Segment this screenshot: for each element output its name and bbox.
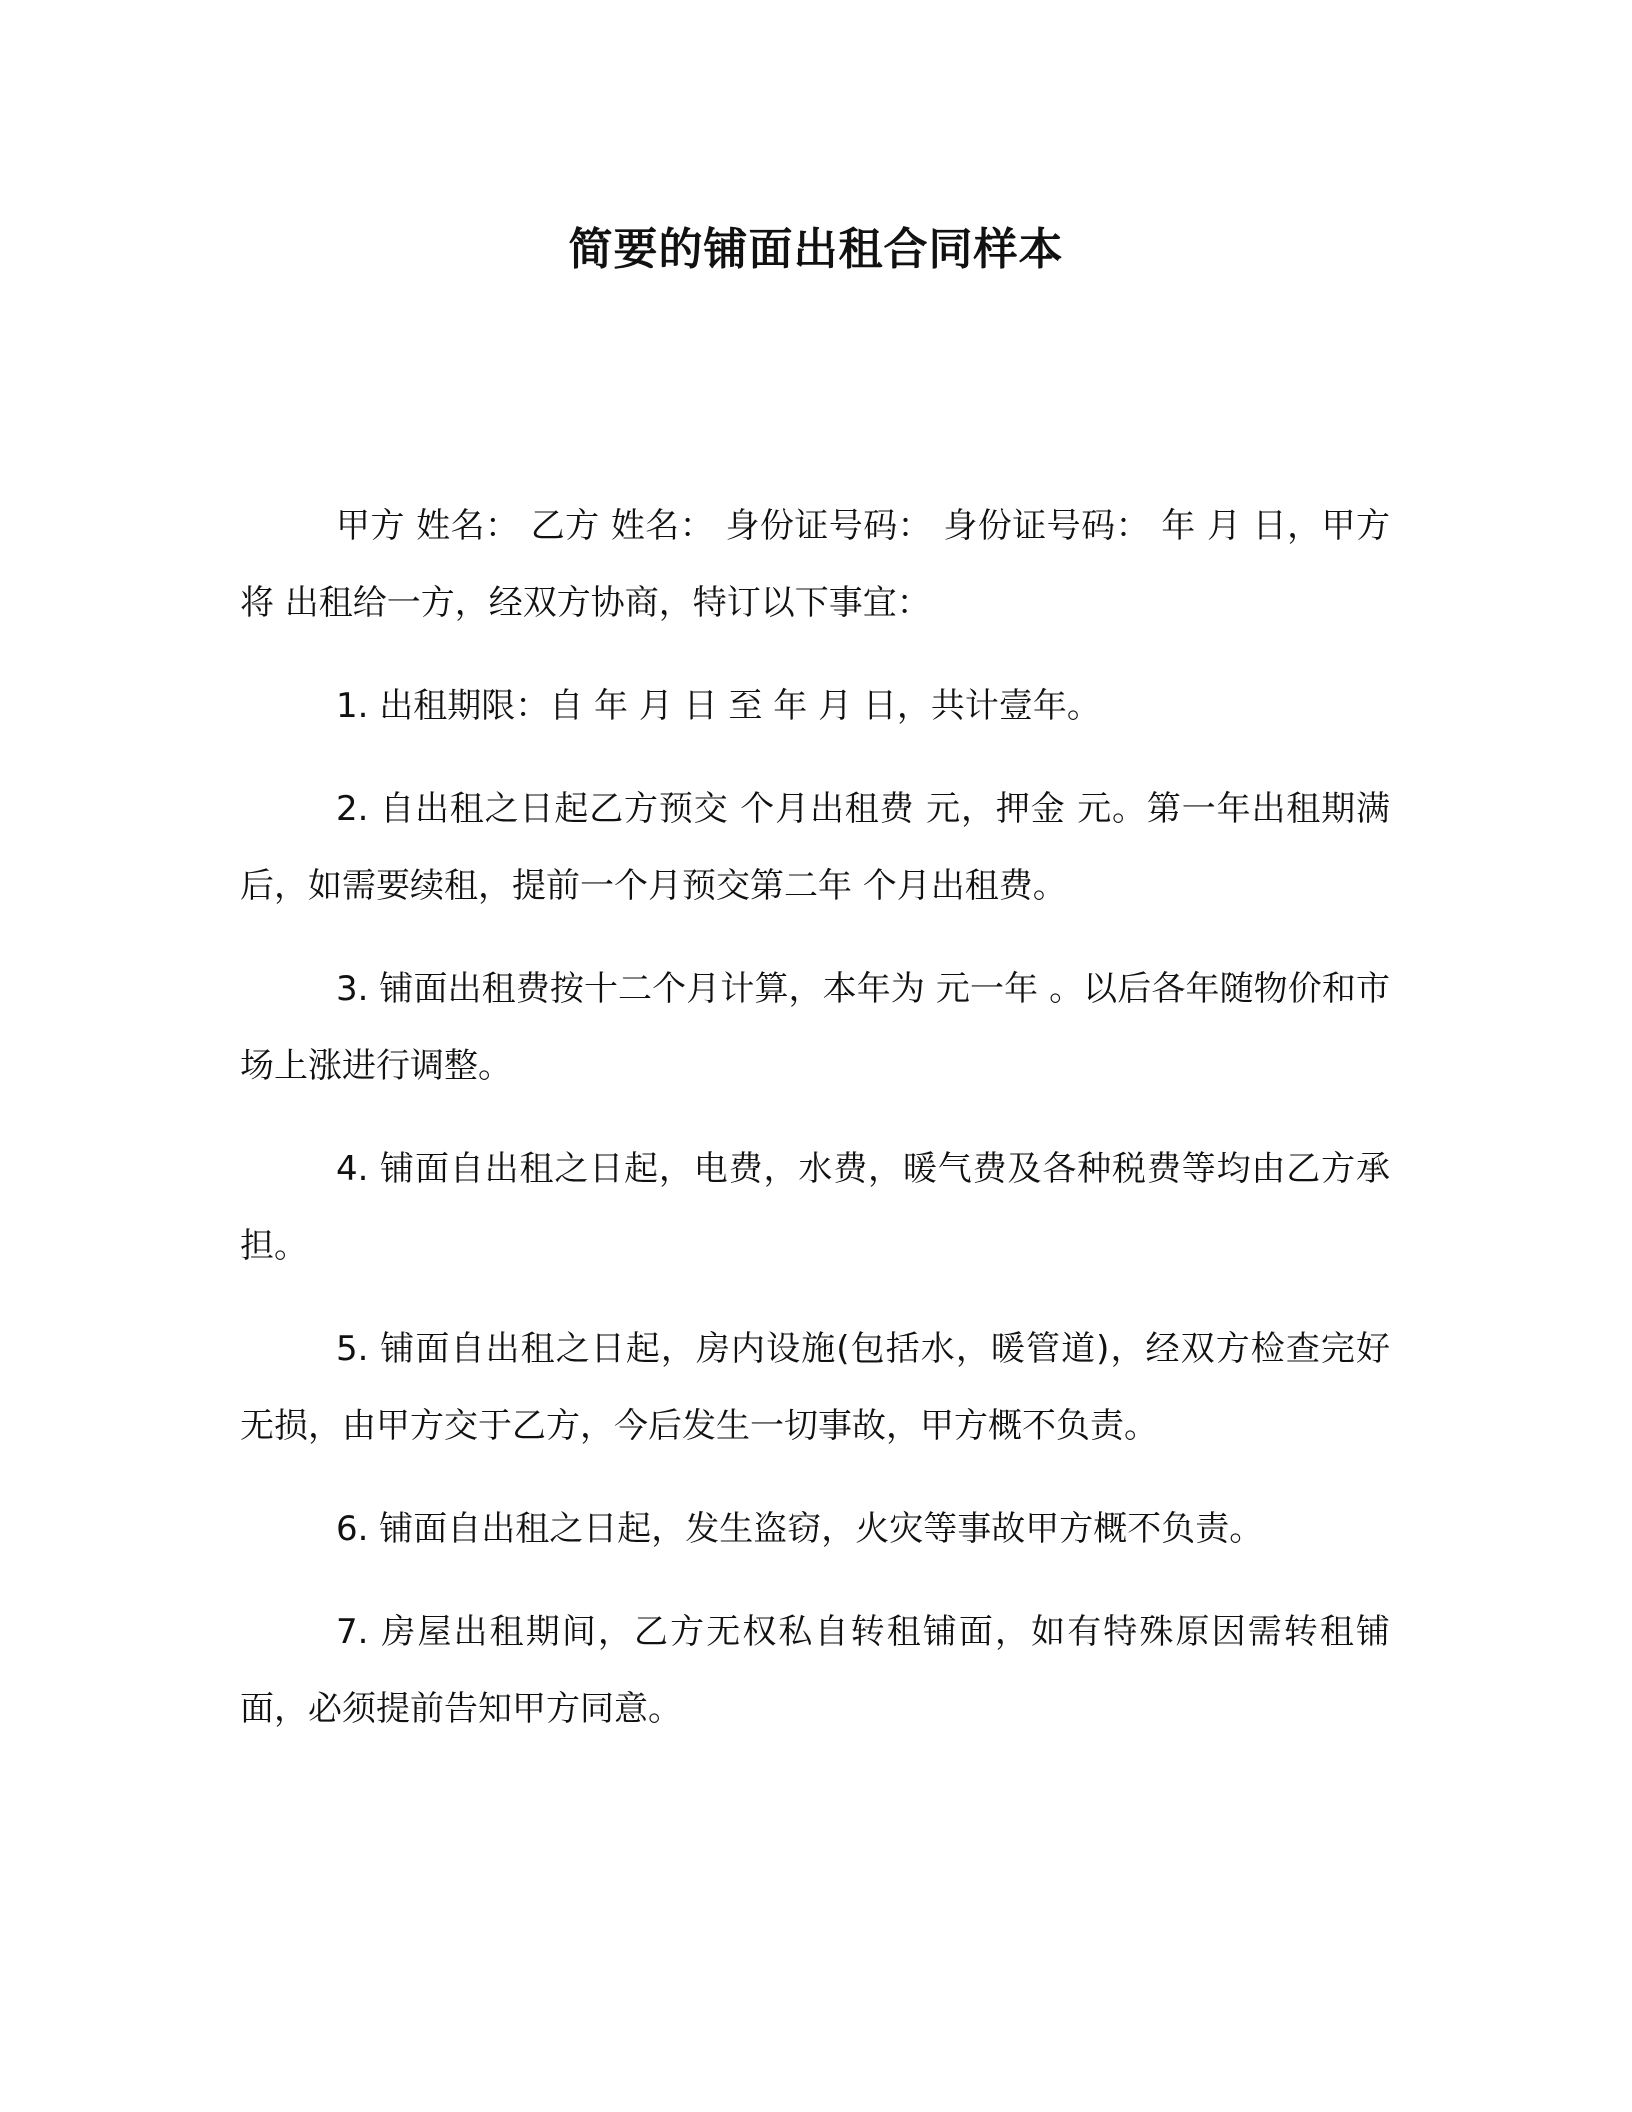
clause-7-paragraph: 7. 房屋出租期间，乙方无权私自转租铺面，如有特殊原因需转租铺面，必须提前告知甲方同意。 bbox=[240, 1612, 1390, 1729]
document-body bbox=[240, 488, 1390, 1774]
clause-4-paragraph: 4. 铺面自出租之日起，电费，水费，暖气费及各种税费等均由乙方承担。 bbox=[240, 1149, 1390, 1266]
clause-2-paragraph: 2. 自出租之日起乙方预交 个月出租费 元，押金 元。第一年出租期满后，如需要续租，提前一个月预交第二年 个月出租费。 bbox=[240, 789, 1390, 906]
clause-3-paragraph: 3. 铺面出租费按十二个月计算，本年为 元一年 。以后各年随物价和市场上涨进行调整。 bbox=[240, 969, 1390, 1086]
clause-5-paragraph: 5. 铺面自出租之日起，房内设施(包括水，暖管道)，经双方检查完好无损，由甲方交于乙方，今后发生一切事故，甲方概不负责。 bbox=[240, 1329, 1390, 1446]
clause-6-paragraph: 6. 铺面自出租之日起，发生盗窃，火灾等事故甲方概不负责。 bbox=[336, 1509, 1264, 1549]
clause-1-paragraph: 1. 出租期限：自 年 月 日 至 年 月 日，共计壹年。 bbox=[336, 686, 1101, 726]
document-title: 简要的铺面出租合同样本 bbox=[568, 224, 1064, 275]
intro-paragraph: 甲方 姓名： 乙方 姓名： 身份证号码： 身份证号码： 年 月 日，甲方将 出租给一方，经双方协商，特订以下事宜： bbox=[240, 506, 1390, 623]
